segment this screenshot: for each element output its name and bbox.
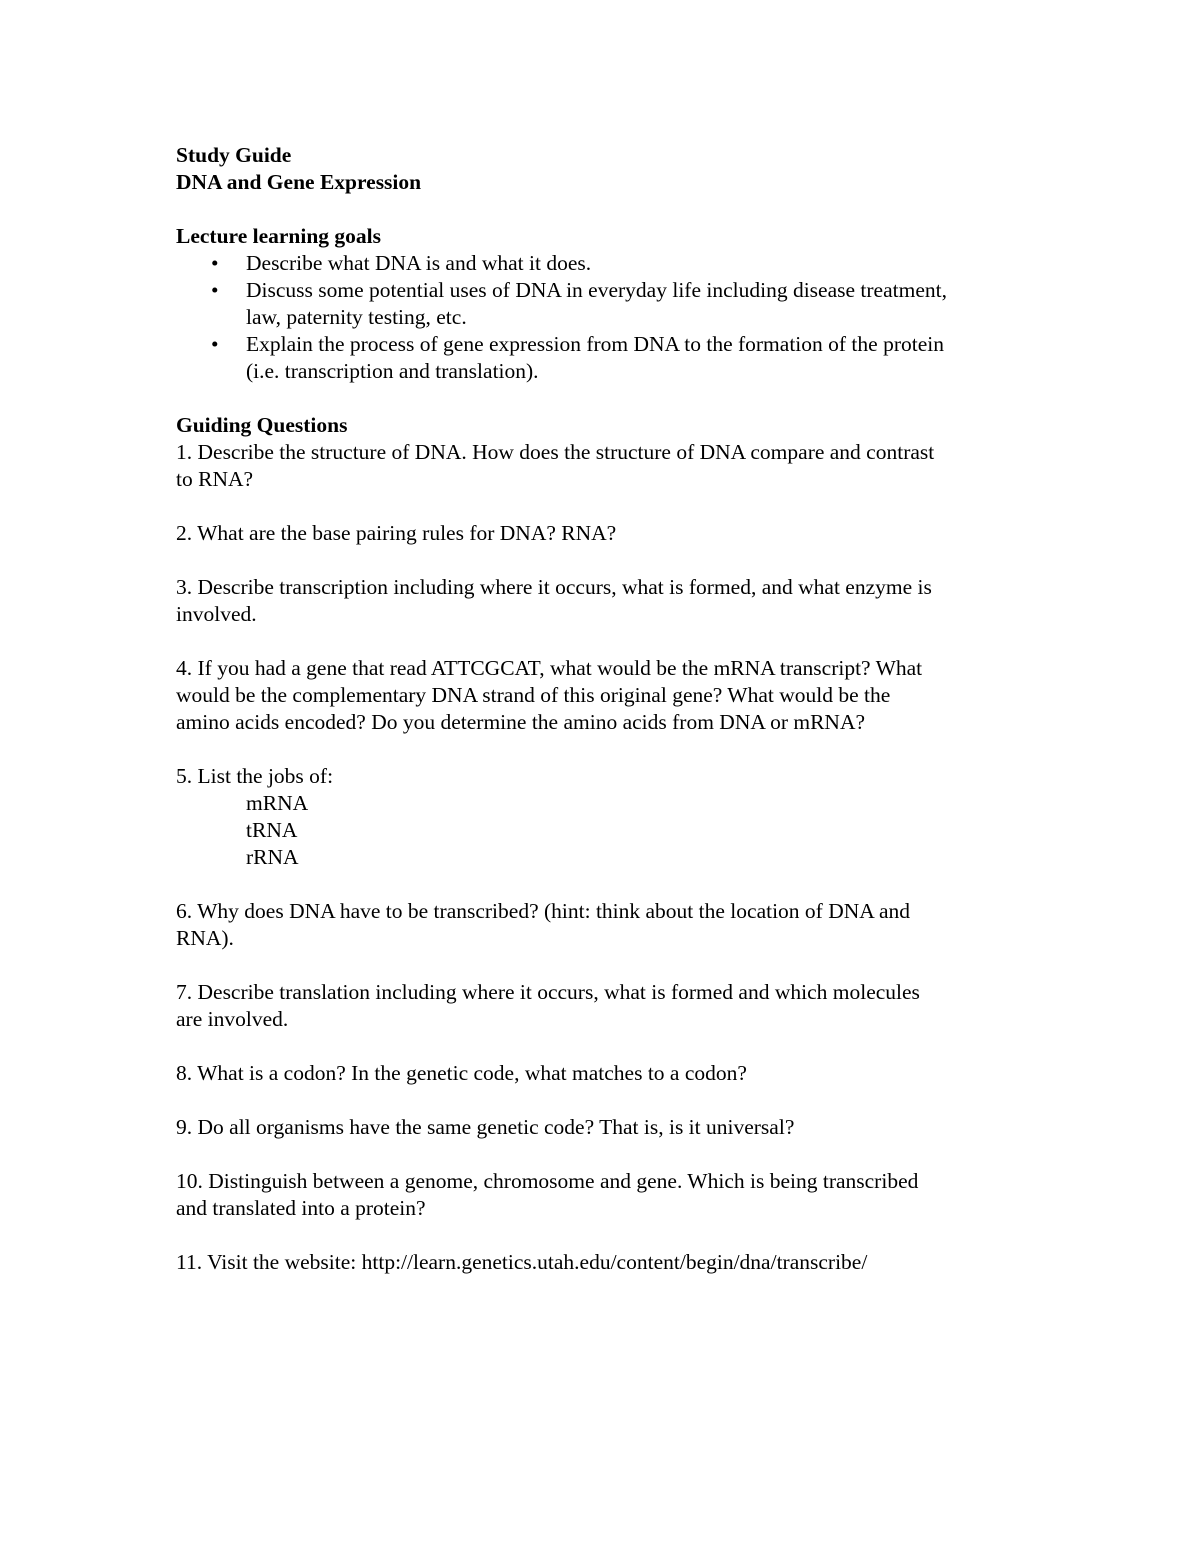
learning-goal-text: Explain the process of gene expression from DNA to the formation of the protein [246,332,944,356]
question-text: are involved. [176,1007,289,1031]
spacer [176,385,1026,412]
question-3 [176,574,1026,628]
spacer [176,952,1026,979]
spacer [176,493,1026,520]
learning-goal-item [176,250,1026,277]
guiding-questions-heading: Guiding Questions [176,413,348,437]
question-text: 2. What are the base pairing rules for DNA? RNA? [176,521,617,545]
learning-goal-item [176,331,1026,385]
bullet-icon: • [211,332,219,356]
question-2 [176,520,1026,547]
bullet-icon: • [211,251,219,275]
question-text: 3. Describe transcription including where it occurs, what is formed, and what enzyme is [176,575,932,599]
question-1 [176,439,1026,493]
learning-goals-list [176,250,1026,385]
question-text: 5. List the jobs of: [176,764,334,788]
question-text: 4. If you had a gene that read ATTCGCAT, what would be the mRNA transcript? What [176,656,923,680]
question-8 [176,1060,1026,1087]
document-content [176,142,1026,1276]
question-text: to RNA? [176,467,254,491]
learning-goal-text: Discuss some potential uses of DNA in everyday life including disease treatment, [246,278,947,302]
question-9 [176,1114,1026,1141]
document-subtitle: DNA and Gene Expression [176,170,422,194]
learning-goal-text: (i.e. transcription and translation). [246,359,539,383]
question-text: 10. Distinguish between a genome, chromosome and gene. Which is being transcribed [176,1169,919,1193]
learning-goal-text: Describe what DNA is and what it does. [246,251,592,275]
question-text: 11. Visit the website: http://learn.genetics.utah.edu/content/begin/dna/transcribe/ [176,1250,868,1274]
question-text: would be the complementary DNA strand of this original gene? What would be the [176,683,891,707]
learning-goal-item [176,277,1026,331]
question-text: and translated into a protein? [176,1196,426,1220]
question-6 [176,898,1026,952]
question-4 [176,655,1026,736]
spacer [176,547,1026,574]
rna-type-item: mRNA [246,791,309,815]
spacer [176,871,1026,898]
document-title: Study Guide [176,143,292,167]
question-text: 9. Do all organisms have the same genetic code? That is, is it universal? [176,1115,795,1139]
question-11 [176,1249,1026,1276]
question-5 [176,763,1026,871]
question-text: involved. [176,602,257,626]
learning-goals-heading: Lecture learning goals [176,224,382,248]
rna-type-item: tRNA [246,818,298,842]
question-7 [176,979,1026,1033]
question-text: 7. Describe translation including where it occurs, what is formed and which molecules [176,980,920,1004]
bullet-icon: • [211,278,219,302]
question-text: 6. Why does DNA have to be transcribed? (hint: think about the location of DNA and [176,899,911,923]
question-10 [176,1168,1026,1222]
learning-goal-text: law, paternity testing, etc. [246,305,467,329]
spacer [176,1087,1026,1114]
spacer [176,1033,1026,1060]
question-text: amino acids encoded? Do you determine the amino acids from DNA or mRNA? [176,710,866,734]
question-text: 1. Describe the structure of DNA. How does the structure of DNA compare and contrast [176,440,935,464]
spacer [176,628,1026,655]
question-text: 8. What is a codon? In the genetic code, what matches to a codon? [176,1061,747,1085]
spacer [176,1222,1026,1249]
spacer [176,736,1026,763]
spacer [176,1141,1026,1168]
spacer [176,196,1026,223]
rna-type-item: rRNA [246,845,299,869]
question-text: RNA). [176,926,234,950]
